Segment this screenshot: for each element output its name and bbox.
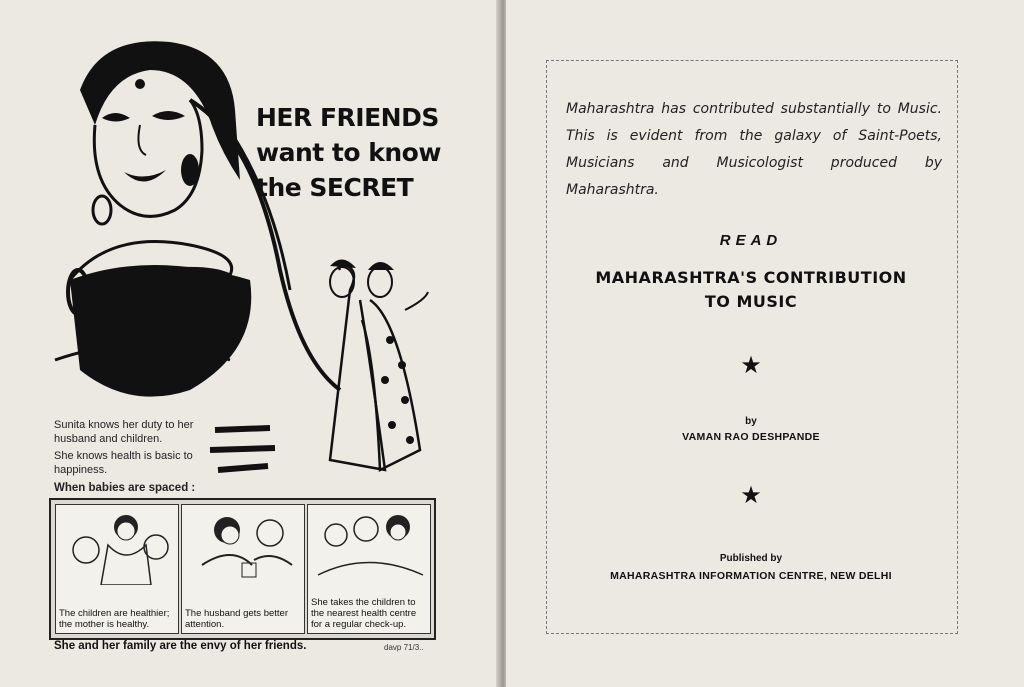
ad-code: davp 71/3..: [384, 643, 424, 652]
ad-footer: She and her family are the envy of her friends.: [54, 640, 307, 652]
comic-panels: [49, 498, 436, 640]
ad-headline: [256, 100, 441, 205]
published-by-label: Published by: [719, 553, 783, 564]
publisher-name: MAHARASHTRA INFORMATION CENTRE, NEW DELHI: [610, 570, 892, 582]
author-name: VAMAN RAO DESHPANDE: [682, 431, 820, 443]
panel-husband-attention: [181, 504, 305, 634]
panel-1-caption: The children are healthier; the mother is healthy.: [59, 608, 175, 630]
book-title: [546, 266, 956, 314]
caption-spacing: When babies are spaced :: [54, 482, 196, 494]
intro-paragraph: Maharashtra has contributed substantially to Music. This is evident from the galaxy of Saint-Poets, Musicians and Musicologist produced by Maharashtra.: [566, 101, 942, 198]
family-illustration-2: [182, 505, 304, 585]
caption-health: She knows health is basic to happiness.: [54, 450, 193, 476]
book-title-line-2: TO MUSIC: [704, 292, 798, 311]
left-page-advertisement: [0, 0, 502, 687]
panel-3-caption: She takes the children to the nearest health centre for a regular check-up.: [311, 597, 427, 630]
read-label: READ: [719, 232, 783, 249]
star-icon: ★: [740, 482, 762, 509]
panel-health-centre: [307, 504, 431, 634]
panel-2-caption: The husband gets better attention.: [185, 608, 301, 630]
headline-line-3: the SECRET: [256, 173, 414, 202]
family-illustration-3: [308, 505, 430, 585]
book-title-line-1: MAHARASHTRA'S CONTRIBUTION: [595, 268, 907, 287]
headline-line-1: HER FRIENDS: [256, 103, 439, 132]
caption-duty: Sunita knows her duty to her husband and children.: [54, 419, 194, 445]
panel-healthy-children: [55, 504, 179, 634]
headline-line-2: want to know: [256, 138, 441, 167]
star-icon: ★: [740, 352, 762, 379]
by-label: by: [745, 416, 757, 427]
family-illustration-1: [56, 505, 178, 585]
